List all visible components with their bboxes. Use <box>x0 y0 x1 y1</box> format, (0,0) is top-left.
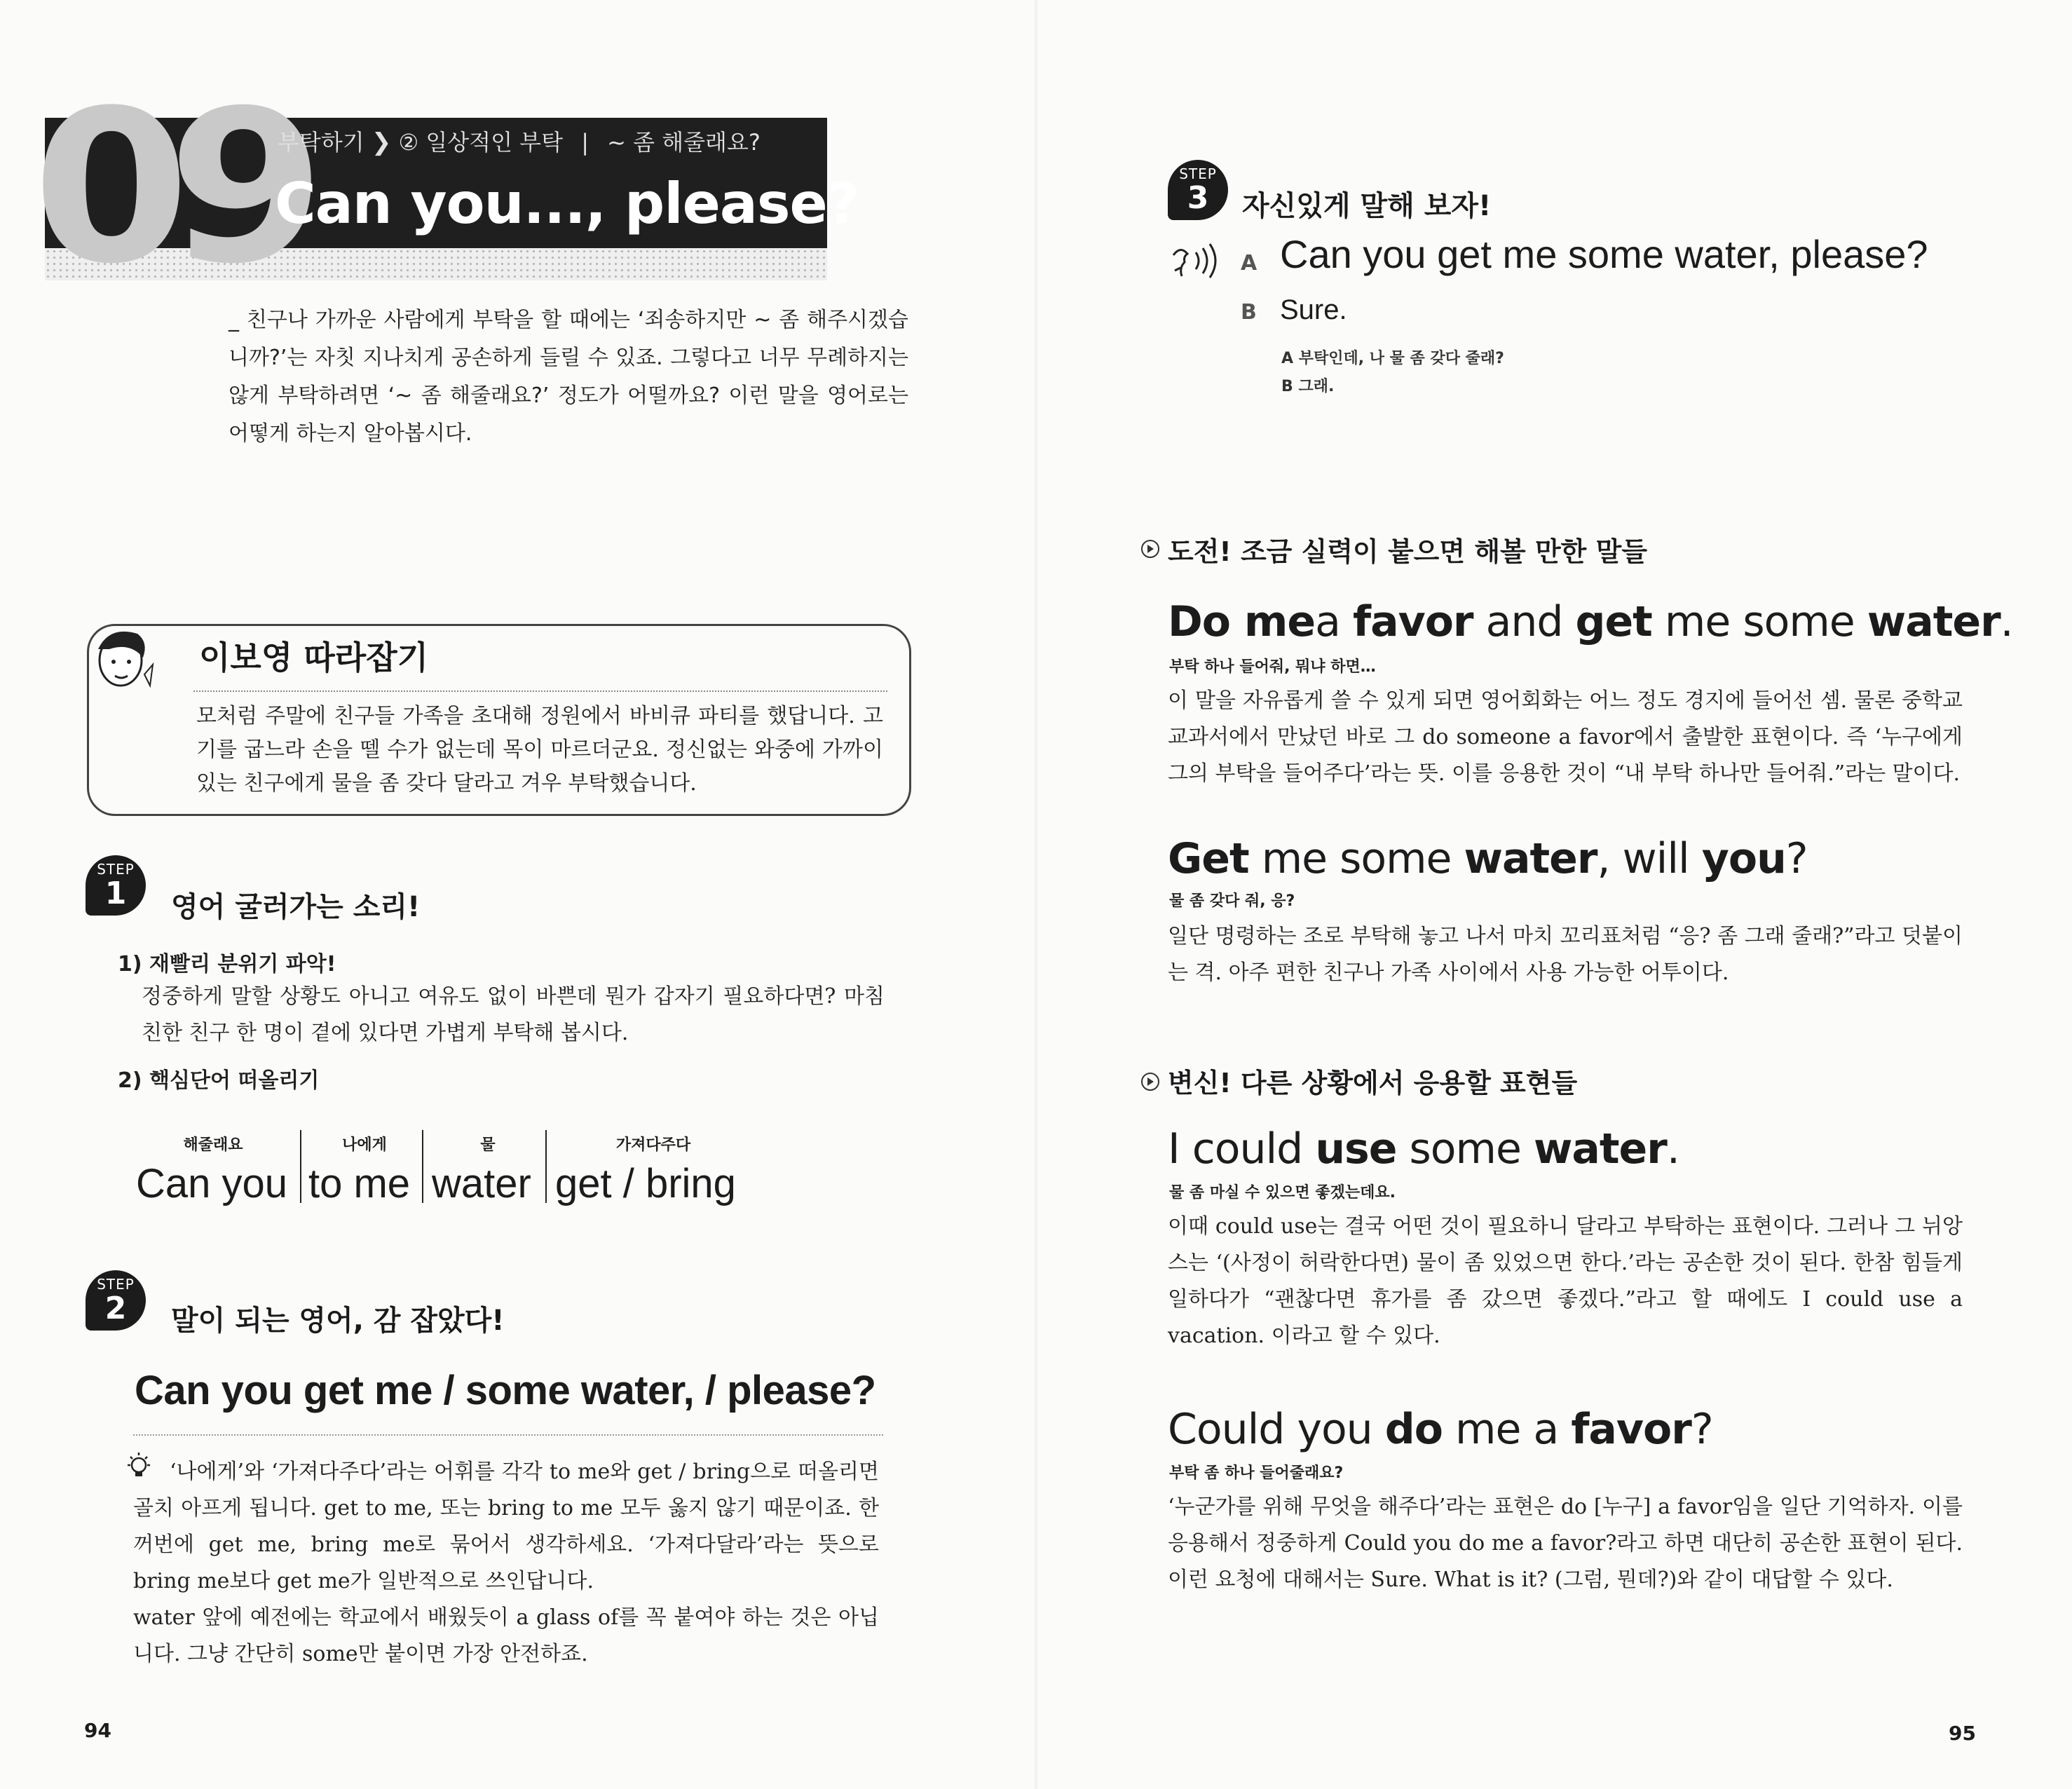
dialog-speaker-a: A <box>1241 251 1257 276</box>
challenge-expression-2 <box>1168 834 1808 883</box>
expression-bold-part: water <box>1533 1124 1667 1174</box>
expression-bold-part: water <box>1867 597 2001 646</box>
step1-point1-title: 1) 재빨리 분위기 파악! <box>118 952 336 977</box>
expression-part: a <box>1315 597 1353 646</box>
expression-part: ? <box>1691 1405 1713 1454</box>
step3-badge: STEP 3 <box>1168 160 1228 220</box>
translation-line-b: B 그래. <box>1281 378 1335 395</box>
expression-bold-part: get <box>1575 597 1652 646</box>
character-illustration-icon <box>88 621 156 697</box>
challenge-translation-1: 부탁 하나 들어줘, 뭐냐 하면… <box>1169 658 1376 676</box>
section-bullet-icon <box>1141 540 1159 558</box>
expression-part: . <box>2000 597 2013 646</box>
word-divider <box>545 1130 547 1203</box>
expression-bold-part: favor <box>1571 1405 1691 1454</box>
expression-part: ? <box>1785 834 1808 883</box>
translation-line-a: A 부탁인데, 나 물 좀 갖다 줄래? <box>1281 350 1504 367</box>
expression-part: Could you <box>1168 1405 1385 1454</box>
word-get-bring: 가져다주다 get / bring <box>555 1136 736 1206</box>
lesson-title: Can you..., please? <box>275 171 859 236</box>
step2-title: 말이 되는 영어, 감 잡았다! <box>171 1305 505 1337</box>
expression-part: and <box>1473 597 1576 646</box>
expression-bold-part: you <box>1701 834 1786 883</box>
challenge-translation-2: 물 좀 갖다 줘, 응? <box>1169 892 1295 910</box>
transform-expression-2 <box>1168 1405 1713 1454</box>
step1-point1-text: 정중하게 말할 상황도 아니고 여유도 없이 바쁜데 뭔가 갑자기 필요하다면? 마침 친한 친구 한 명이 곁에 있다면 가볍게 부탁해 봅시다. <box>142 984 885 1045</box>
section-bullet-icon <box>1141 1073 1159 1091</box>
challenge-description-2: 일단 명령하는 조로 부탁해 놓고 나서 마치 꼬리표처럼 “응? 좀 그래 줄래?”라고 덧붙이는 격. 아주 편한 친구나 가족 사이에서 사용 가능한 어투이다. <box>1168 924 1963 985</box>
step1-point2-title: 2) 핵심단어 떠올리기 <box>118 1068 320 1093</box>
expression-bold-part: Get <box>1168 834 1249 883</box>
expression-bold-part: favor <box>1352 597 1473 646</box>
character-box-title: 이보영 따라잡기 <box>199 639 429 676</box>
word-divider <box>300 1130 301 1203</box>
challenge-heading: 도전! 조금 실력이 붙으면 해볼 만한 말들 <box>1168 536 1648 567</box>
breadcrumb-separator: | <box>581 129 589 156</box>
word-to-me: 나에게 to me <box>308 1136 411 1206</box>
transform-translation-2: 부탁 좀 하나 들어줄래요? <box>1169 1464 1344 1482</box>
transform-description-2: ‘누군가를 위해 무엇을 해주다’라는 표현은 do [누구] a favor임을 일단 기억하자. 이를 응용해서 정중하게 Could you do me a favor?라고 하면 대단히 공손한 표현이 된다. 이런 요청에 대해서는 Sure. What is it? (그럼, 뭔데?)와 같이 대답할 수 있다. <box>1168 1495 1963 1592</box>
challenge-expression-1 <box>1168 597 2013 646</box>
step2-badge: STEP 2 <box>86 1270 146 1331</box>
step2-sentence: Can you get me / some water, / please? <box>135 1368 876 1413</box>
speaking-voice-icon <box>1168 240 1224 282</box>
transform-expression-1 <box>1168 1124 1679 1174</box>
expression-part: I could <box>1168 1124 1316 1174</box>
breadcrumb-topic: ~ 좀 해줄래요? <box>607 129 761 156</box>
intro-text: _ 친구나 가까운 사람에게 부탁을 할 때에는 ‘죄송하지만 ~ 좀 해주시겠습니까?’는 자칫 지나치게 공손하게 들릴 수 있죠. 그렇다고 너무 무례하지는 않게 부탁하려면 ‘~ 좀 해줄래요?’ 정도가 어떨까요? 이런 말을 영어로는 어떻게 하는지 알아봅시다. <box>229 308 908 446</box>
step2-tip2: water 앞에 예전에는 학교에서 배웠듯이 a glass of를 꼭 붙여야 하는 것은 아닙니다. 그냥 간단히 some만 붙이면 가장 안전하죠. <box>133 1605 879 1666</box>
dialog-line-b: Sure. <box>1280 294 1347 325</box>
expression-part: . <box>1666 1124 1679 1174</box>
step2-tip1: ‘나에게’와 ‘가져다주다’라는 어휘를 각각 to me와 get / bring으로 떠올리면 골치 아프게 됩니다. get to me, 또는 bring to me 모두 옳지 않기 때문이죠. 한꺼번에 get me, bring me로 묶어서 생각하세요. ‘가져다달라’라는 뜻으로 bring me보다 get me가 일반적으로 쓰인답니다. <box>133 1460 879 1593</box>
expression-part: me some <box>1248 834 1464 883</box>
breadcrumb-category: 부탁하기 <box>278 129 364 156</box>
expression-bold-part: do <box>1384 1405 1443 1454</box>
step2-divider <box>133 1434 883 1436</box>
character-box-divider <box>193 691 887 692</box>
lesson-number: 09 <box>32 65 304 310</box>
word-divider <box>422 1130 423 1203</box>
expression-part: me some <box>1651 597 1867 646</box>
word-can-you: 해줄래요 Can you <box>136 1136 288 1206</box>
transform-translation-1: 물 좀 마실 수 있으면 좋겠는데요. <box>1169 1184 1396 1202</box>
character-box-text: 모처럼 주말에 친구들 가족을 초대해 정원에서 바비큐 파티를 했답니다. 고기를 굽느라 손을 뗄 수가 없는데 목이 마르더군요. 정신없는 와중에 가까이 있는 친구에게 물을 좀 갖다 달라고 겨우 부탁했습니다. <box>196 704 883 796</box>
page-number-left: 94 <box>84 1719 111 1742</box>
expression-bold-part: Do me <box>1168 597 1316 646</box>
book-gutter <box>1035 0 1037 1789</box>
transform-description-1: 이때 could use는 결국 어떤 것이 필요하니 달라고 부탁하는 표현이다. 그러나 그 뉘앙스는 ‘(사정이 허락한다면) 물이 좀 있었으면 한다.’라는 공손한 것이 된다. 한참 힘들게 일하다가 “괜찮다면 휴가를 좀 갔으면 좋겠다.”라고 할 때에도 I could use a vacation. 이라고 할 수 있다. <box>1168 1214 1963 1348</box>
expression-part: me a <box>1442 1405 1572 1454</box>
chevron-right-icon: ❯ <box>371 128 392 156</box>
word-water: 물 water <box>432 1136 531 1206</box>
step3-title: 자신있게 말해 보자! <box>1242 190 1492 222</box>
expression-part: some <box>1396 1124 1534 1174</box>
step1-title: 영어 굴러가는 소리! <box>171 891 421 923</box>
dialog-line-a: Can you get me some water, please? <box>1280 232 1928 276</box>
dialog-speaker-b: B <box>1241 300 1257 325</box>
challenge-description-1: 이 말을 자유롭게 쓸 수 있게 되면 영어회화는 어느 정도 경지에 들어선 셈. 물론 중학교 교과서에서 만났던 바로 그 do someone a favor에서 출발한 표현이다. 즉 ‘누구에게 그의 부탁을 들어주다’라는 뜻. 이를 응용한 것이 “내 부탁 하나만 들어줘.”라는 말이다. <box>1168 688 1963 786</box>
step1-badge: STEP 1 <box>86 855 146 916</box>
transform-heading: 변신! 다른 상황에서 응용할 표현들 <box>1168 1068 1578 1098</box>
breadcrumb <box>278 125 761 157</box>
breadcrumb-subcategory: ② 일상적인 부탁 <box>398 129 564 156</box>
expression-bold-part: water <box>1464 834 1597 883</box>
expression-part: , will <box>1597 834 1702 883</box>
expression-bold-part: use <box>1315 1124 1397 1174</box>
page-number-right: 95 <box>1949 1722 1976 1745</box>
